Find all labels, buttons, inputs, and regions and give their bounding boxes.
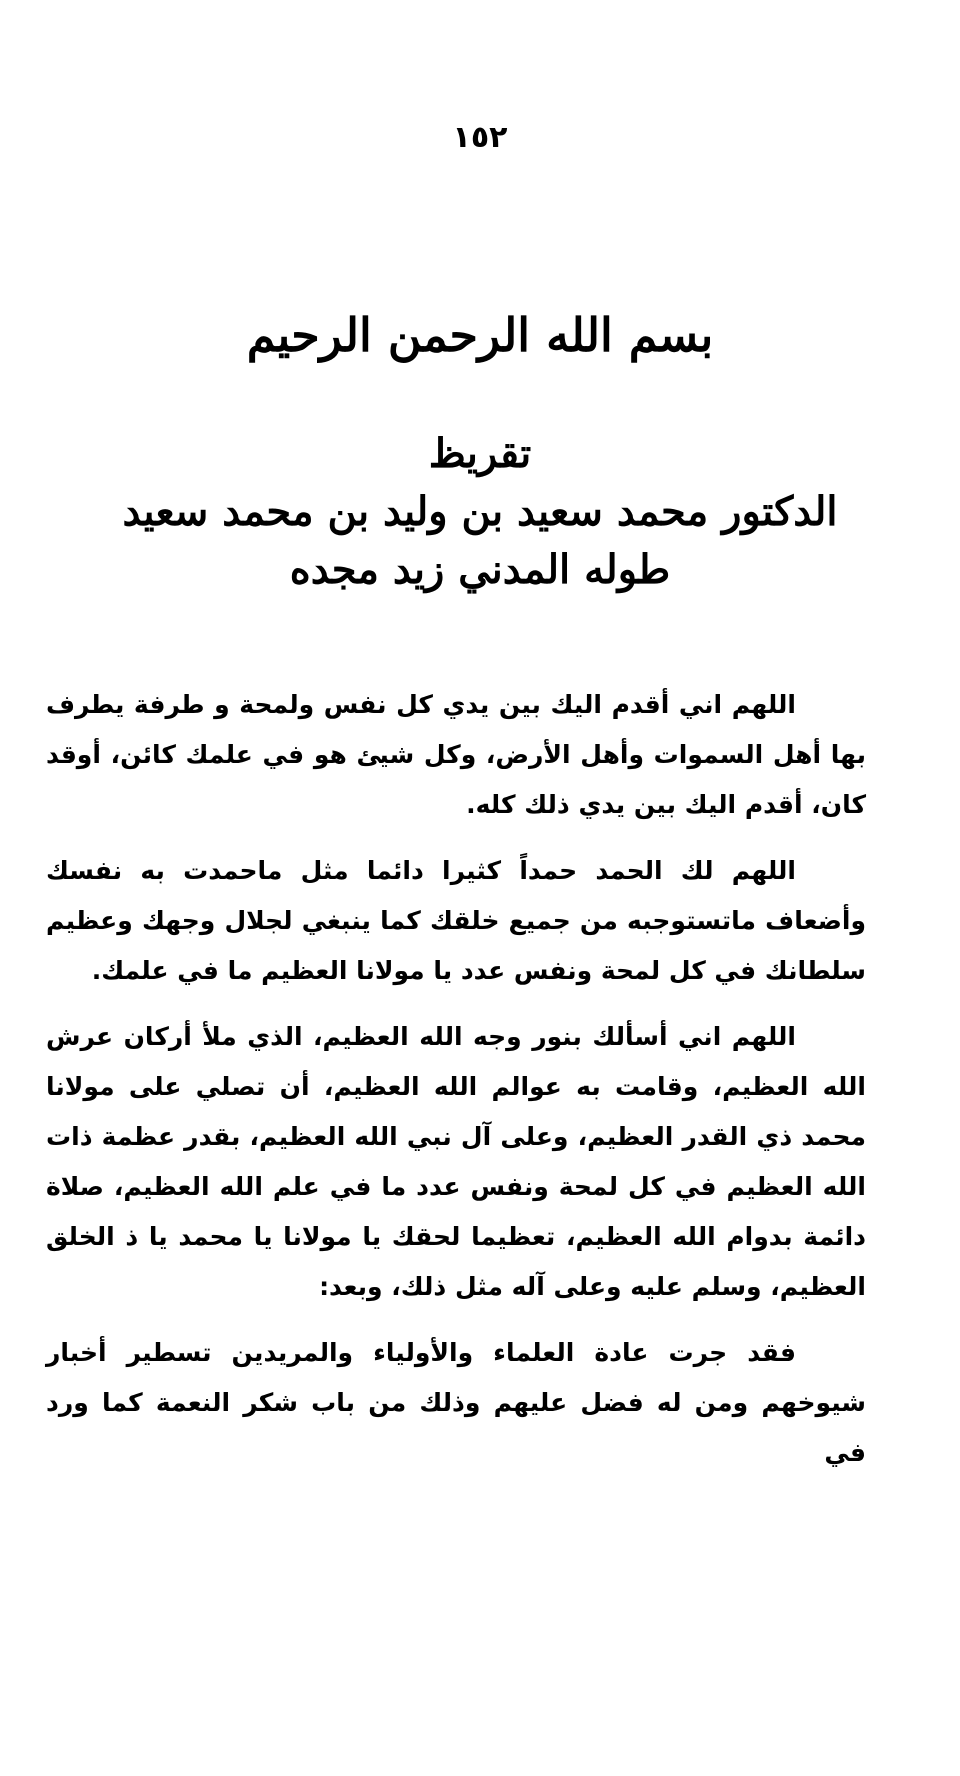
page-number: ١٥٢ <box>452 120 508 155</box>
heading-author-surname: طوله المدني زيد مجده <box>289 546 671 593</box>
basmala-heading: بسم الله الرحمن الرحيم <box>246 308 714 362</box>
section-heading <box>40 425 920 599</box>
paragraph: اللهم لك الحمد حمداً كثيرا دائما مثل ماحمدت به نفسك وأضعاف ماتستوجبه من جميع خلقك كما ينبغي لجلال وجهك وعظيم سلطانك في كل لمحة ونفس عدد يا مولانا العظيم ما في علمك. <box>46 856 866 985</box>
paragraph: اللهم اني أسألك بنور وجه الله العظيم، الذي ملأ أركان عرش الله العظيم، وقامت به عوالم الله العظيم، أن تصلي على مولانا محمد ذي القدر العظيم، وعلى آل نبي الله العظيم، بقدر عظمة ذات الله العظيم في كل لمحة ونفس عدد ما في علم الله العظيم، صلاة دائمة بدوام الله العظيم، تعظيما لحقك يا مولانا يا محمد يا ذ الخلق العظيم، وسلم عليه وعلى آله مثل ذلك، وبعد: <box>46 1022 866 1301</box>
heading-title: تقريظ <box>428 430 532 477</box>
paragraph: اللهم اني أقدم اليك بين يدي كل نفس ولمحة و طرفة يطرف بها أهل السموات وأهل الأرض، وكل شيئ هو في علمك كائن، أوقد كان، أقدم اليك بين يدي ذلك كله. <box>46 690 866 819</box>
body-text <box>46 680 866 1494</box>
paragraph: فقد جرت عادة العلماء والأولياء والمريدين تسطير أخبار شيوخهم ومن له فضل عليهم وذلك من باب شكر النعمة كما ورد في <box>46 1338 866 1467</box>
heading-author-name: الدكتور محمد سعيد بن وليد بن محمد سعيد <box>122 488 838 535</box>
